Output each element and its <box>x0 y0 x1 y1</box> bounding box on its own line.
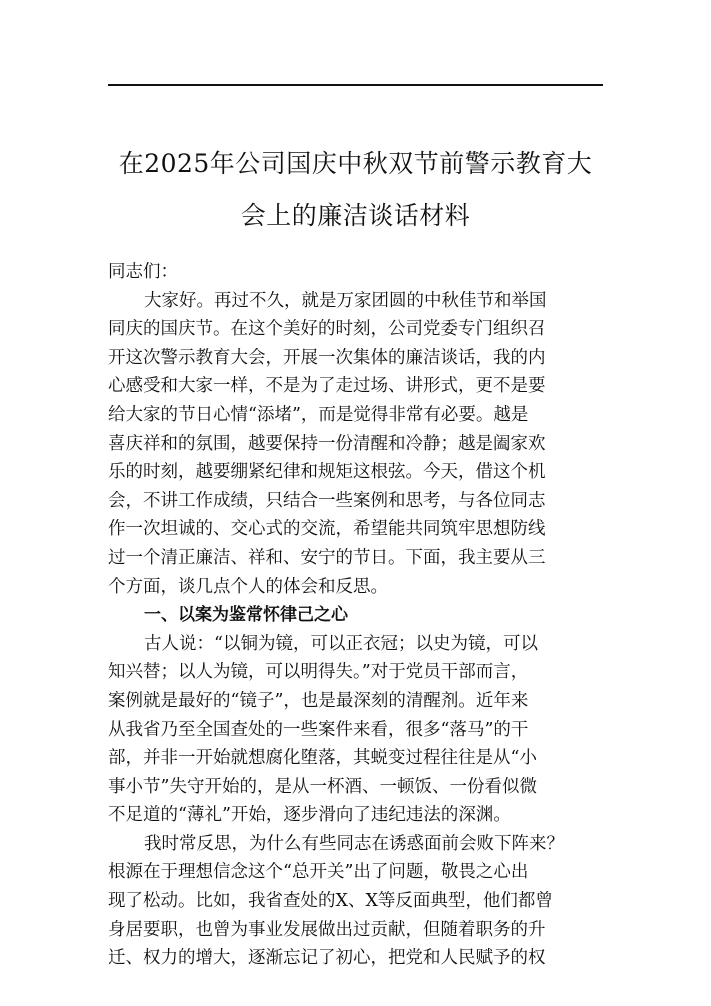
text-line: 喜庆祥和的氛围，越要保持一份清醒和冷静；越是阖家欢 <box>108 433 546 454</box>
text-line: 现了松动。比如，我省查处的X、X等反面典型，他们都曾 <box>108 891 553 912</box>
text-line: 开这次警示教育大会，开展一次集体的廉洁谈话，我的内 <box>108 347 546 368</box>
text-line: 古人说：“以铜为镜，可以正衣冠；以史为镜，可以 <box>144 633 538 654</box>
header-rule <box>108 84 603 86</box>
title-line: 在2025年公司国庆中秋双节前警示教育大 <box>118 149 593 178</box>
paragraph-reflection <box>108 830 608 973</box>
text-line: 同庆的国庆节。在这个美好的时刻，公司党委专门组织召 <box>108 319 546 340</box>
text-line: 知兴替；以人为镜，可以明得失。”对于党员干部而言， <box>108 662 529 683</box>
text-line: 根源在于理想信念这个“总开关”出了问题，敬畏之心出 <box>108 862 529 883</box>
text-line: 心感受和大家一样，不是为了走过场、讲形式，更不是要 <box>108 376 546 397</box>
paragraph-mirror <box>108 630 608 830</box>
text-line: 身居要职，也曾为事业发展做出过贡献，但随着职务的升 <box>108 919 546 940</box>
text-line: 不足道的“薄礼”开始，逐步滑向了违纪违法的深渊。 <box>108 805 511 826</box>
text-line: 过一个清正廉洁、祥和、安宁的节日。下面，我主要从三 <box>108 547 546 568</box>
title-line: 会上的廉洁谈话材料 <box>240 201 471 230</box>
text-line: 案例就是最好的“镜子”，也是最深刻的清醒剂。近年来 <box>108 690 529 711</box>
text-line: 大家好。再过不久，就是万家团圆的中秋佳节和举国 <box>144 290 547 311</box>
text-line: 部，并非一开始就想腐化堕落，其蜕变过程往往是从“小 <box>108 748 537 769</box>
text-line: 从我省乃至全国查处的一些案件来看，很多“落马”的干 <box>108 719 529 740</box>
text-line: 事小节”失守开始的，是从一杯酒、一顿饭、一份看似微 <box>108 776 537 797</box>
text-line: 乐的时刻，越要绷紧纪律和规矩这根弦。今天，借这个机 <box>108 462 546 483</box>
text-line: 个方面，谈几点个人的体会和反思。 <box>108 576 388 597</box>
section-heading: 一、以案为鉴常怀律己之心 <box>144 605 348 626</box>
document-body <box>108 258 608 973</box>
salutation: 同志们： <box>108 262 178 282</box>
text-line: 作一次坦诚的、交心式的交流，希望能共同筑牢思想防线 <box>108 519 546 540</box>
text-line: 迁、权力的增大，逐渐忘记了初心，把党和人民赋予的权 <box>108 948 546 969</box>
paragraph-intro <box>108 287 608 602</box>
text-line: 会，不讲工作成绩，只结合一些案例和思考，与各位同志 <box>108 490 546 511</box>
document-title <box>108 138 603 242</box>
text-line: 给大家的节日心情“添堵”，而是觉得非常有必要。越是 <box>108 404 529 425</box>
text-line: 我时常反思，为什么有些同志在诱惑面前会败下阵来？ <box>144 833 564 854</box>
